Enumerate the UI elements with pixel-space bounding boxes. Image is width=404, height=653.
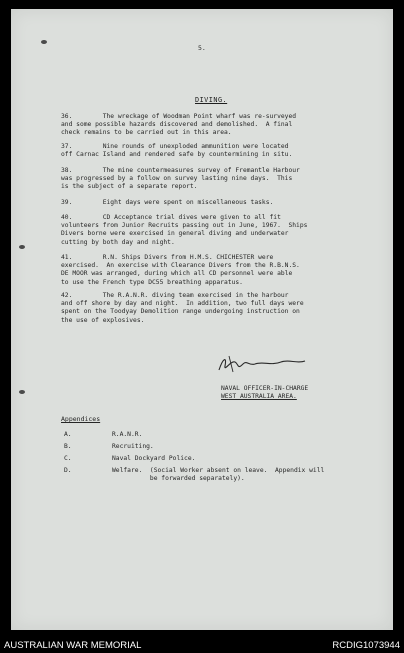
appendix-item — [64, 443, 374, 450]
punch-hole-middle — [19, 245, 25, 249]
appendix-item — [64, 455, 374, 462]
paragraph-36: 36. The wreckage of Woodman Point wharf was re-surveyed and some possible hazards discovered and demolished. A final check remains to be carried out in this area. — [61, 113, 297, 137]
paragraph-39: 39. Eight days were spent on miscellaneous tasks. — [61, 199, 274, 206]
paragraph-38: 38. The mine countermeasures survey of Fremantle Harbour was progressed by a follow on survey lasting nine days. This is the subject of a separate report. — [61, 167, 300, 191]
footer-source: AUSTRALIAN WAR MEMORIAL — [4, 640, 142, 651]
appendix-letter: B. — [64, 443, 72, 450]
appendix-text: Welfare. (Social Worker absent on leave. Appendix will be forwarded separately). — [112, 467, 325, 483]
appendix-text: R.A.N.R. — [112, 431, 143, 438]
appendix-letter: A. — [64, 431, 72, 438]
appendix-letter: C. — [64, 455, 72, 462]
paragraph-40: 40. CD Acceptance trial dives were given to all fit volunteers from Junior Recruits passing out in June, 1967. Ships Divers borne were exercised in general diving and underwater cutting by both day and night. — [61, 214, 308, 246]
signature-area: WEST AUSTRALIA AREA. — [221, 393, 297, 400]
appendices-heading: Appendices — [61, 415, 101, 423]
appendix-letter: D. — [64, 467, 72, 474]
punch-hole-bottom — [19, 390, 25, 394]
appendix-item — [64, 467, 374, 483]
footer-record-id: RCDIG1073944 — [332, 640, 400, 651]
paragraph-37: 37. Nine rounds of unexploded ammunition were located off Carnac Island and rendered safe by countermining in situ. — [61, 143, 293, 159]
appendix-text: Naval Dockyard Police. — [112, 455, 196, 462]
paragraph-42: 42. The R.A.N.R. diving team exercised in the harbour and off shore by day and night. In addition, two full days were spent on the Toodyay Demolition range undergoing instruction on the use of explosives. — [61, 292, 304, 324]
appendix-text: Recruiting. — [112, 443, 154, 450]
handwritten-signature — [215, 352, 335, 376]
signature-title: NAVAL OFFICER-IN-CHARGE — [221, 385, 309, 392]
paragraph-41: 41. R.N. Ships Divers from H.M.S. CHICHESTER were exercised. An exercise with Clearance Divers from the R.B.N.S. DE MOOR was arranged, during which all CD personnel were able to use the French type DC55 breathing apparatus. — [61, 254, 300, 286]
page-number: 5. — [198, 44, 206, 52]
section-heading: DIVING. — [195, 96, 228, 104]
appendix-item — [64, 431, 374, 438]
punch-hole-top — [41, 40, 47, 44]
